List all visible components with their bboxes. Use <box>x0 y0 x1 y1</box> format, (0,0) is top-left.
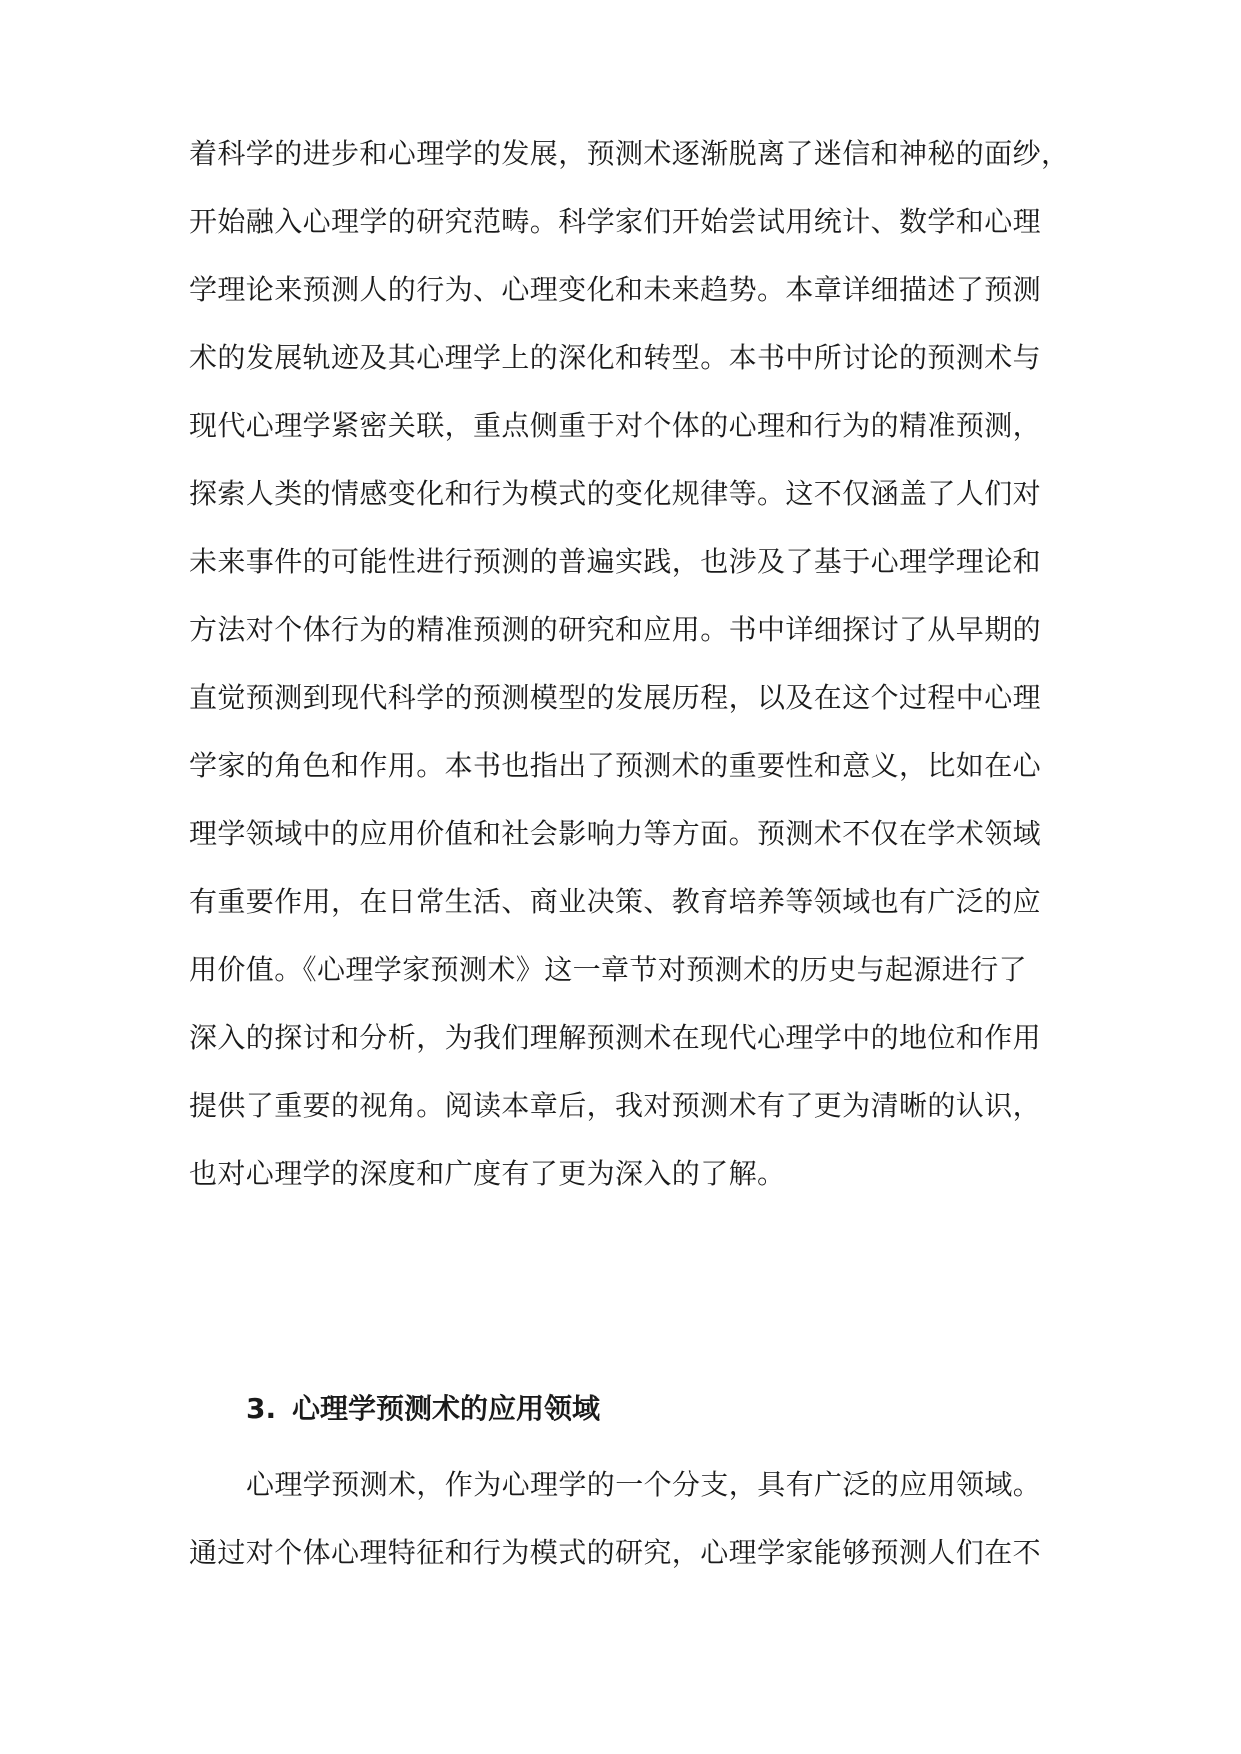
paragraph-line: 有重要作用，在日常生活、商业决策、教育培养等领域也有广泛的应 <box>189 885 1042 918</box>
paragraph-line: 提供了重要的视角。阅读本章后，我对预测术有了更为清晰的认识， <box>189 1089 1042 1122</box>
section-title: 心理学预测术的应用领域 <box>292 1392 601 1425</box>
paragraph-line: 用价值。《心理学家预测术》这一章节对预测术的历史与起源进行了 <box>189 953 1028 986</box>
paragraph-line: 理学领域中的应用价值和社会影响力等方面。预测术不仅在学术领域 <box>189 817 1042 850</box>
paragraph-line: 也对心理学的深度和广度有了更为深入的了解。 <box>189 1157 786 1190</box>
paragraph-line: 直觉预测到现代科学的预测模型的发展历程，以及在这个过程中心理 <box>189 681 1042 714</box>
paragraph-line: 方法对个体行为的精准预测的研究和应用。书中详细探讨了从早期的 <box>189 613 1042 646</box>
paragraph-line: 探索人类的情感变化和行为模式的变化规律等。这不仅涵盖了人们对 <box>189 477 1042 510</box>
paragraph-line: 学家的角色和作用。本书也指出了预测术的重要性和意义，比如在心 <box>189 749 1042 782</box>
paragraph-line: 着科学的进步和心理学的发展，预测术逐渐脱离了迷信和神秘的面纱， <box>189 137 1070 170</box>
section-number: 3. <box>246 1392 277 1425</box>
paragraph-line: 开始融入心理学的研究范畴。科学家们开始尝试用统计、数学和心理 <box>189 205 1042 238</box>
paragraph-line: 深入的探讨和分析，为我们理解预测术在现代心理学中的地位和作用 <box>189 1021 1042 1054</box>
paragraph-line: 未来事件的可能性进行预测的普遍实践，也涉及了基于心理学理论和 <box>189 545 1042 578</box>
paragraph-line: 现代心理学紧密关联，重点侧重于对个体的心理和行为的精准预测， <box>189 409 1042 442</box>
paragraph-line: 术的发展轨迹及其心理学上的深化和转型。本书中所讨论的预测术与 <box>189 341 1042 374</box>
paragraph-line: 通过对个体心理特征和行为模式的研究，心理学家能够预测人们在不 <box>189 1536 1042 1569</box>
paragraph-line: 学理论来预测人的行为、心理变化和未来趋势。本章详细描述了预测 <box>189 273 1042 306</box>
section-heading <box>246 1389 600 1429</box>
paragraph-line: 心理学预测术，作为心理学的一个分支，具有广泛的应用领域。 <box>246 1468 1042 1501</box>
